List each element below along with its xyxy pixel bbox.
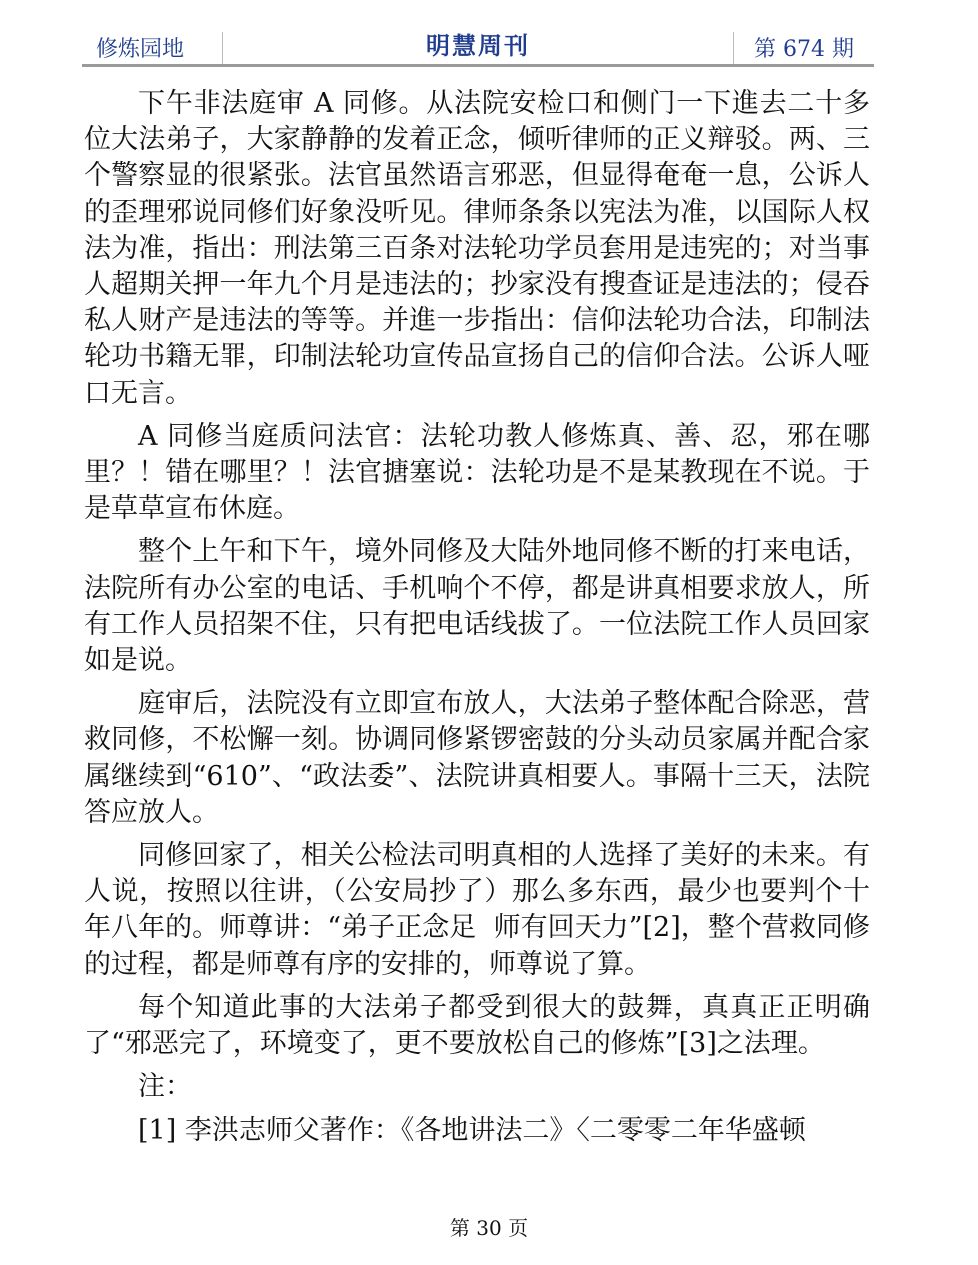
note-1: [1] 李洪志师父著作：《各地讲法二》〈二零零二年华盛顿 <box>138 1115 806 1147</box>
header-rule <box>82 64 874 67</box>
paragraph-6: 每个知道此事的大法弟子都受到很大的鼓舞，真真正正明确了“邪恶完了，环境变了，更不要放松自己的修炼”[3]之法理。 <box>84 991 870 1060</box>
publication-title: 明慧周刊 <box>426 32 530 60</box>
header-divider-right <box>733 32 734 66</box>
section-title: 修炼园地 <box>96 37 185 62</box>
article-body <box>84 86 870 1157</box>
paragraph-1: 下午非法庭审 A 同修。从法院安检口和侧门一下進去二十多位大法弟子，大家静静的发着正念，倾听律师的正义辩驳。两、三个警察显的很紧张。法官虽然语言邪恶，但显得奄奄一息，公诉人的歪理邪说同修们好象没听见。律师条条以宪法为准，以国际人权法为准，指出：刑法第三百条对法轮功学员套用是违宪的；对当事人超期关押一年九个月是违法的；抄家没有搜查证是违法的；侵吞私人财产是违法的等等。并進一步指出：信仰法轮功合法，印制法轮功书籍无罪，印制法轮功宣传品宣扬自己的信仰合法。公诉人哑口无言。 <box>84 88 870 409</box>
page-header <box>82 22 874 66</box>
paragraph-3: 整个上午和下午，境外同修及大陆外地同修不断的打来电话，法院所有办公室的电话、手机响个不停，都是讲真相要求放人，所有工作人员招架不住，只有把电话线拔了。一位法院工作人员回家如是说。 <box>84 536 870 677</box>
paragraph-2: A 同修当庭质问法官：法轮功教人修炼真、善、忍，邪在哪里？！错在哪里？！法官搪塞说：法轮功是不是某教现在不说。于是草草宣布休庭。 <box>84 420 870 525</box>
issue-number: 第 674 期 <box>754 37 854 62</box>
notes-label: 注： <box>138 1071 192 1103</box>
page-number: 第 30 页 <box>449 1216 529 1240</box>
paragraph-4: 庭审后，法院没有立即宣布放人，大法弟子整体配合除恶，营救同修，不松懈一刻。协调同修紧锣密鼓的分头动员家属并配合家属继续到“610”、“政法委”、法院讲真相要人。事隔十三天，法院答应放人。 <box>84 688 870 828</box>
paragraph-5: 同修回家了，相关公检法司明真相的人选择了美好的未来。有人说，按照以往讲，（公安局抄了）那么多东西，最少也要判个十年八年的。师尊讲：“弟子正念足 师有回天力”[2]，整个营救同修的过程，都是师尊有序的安排的，师尊说了算。 <box>84 840 870 980</box>
